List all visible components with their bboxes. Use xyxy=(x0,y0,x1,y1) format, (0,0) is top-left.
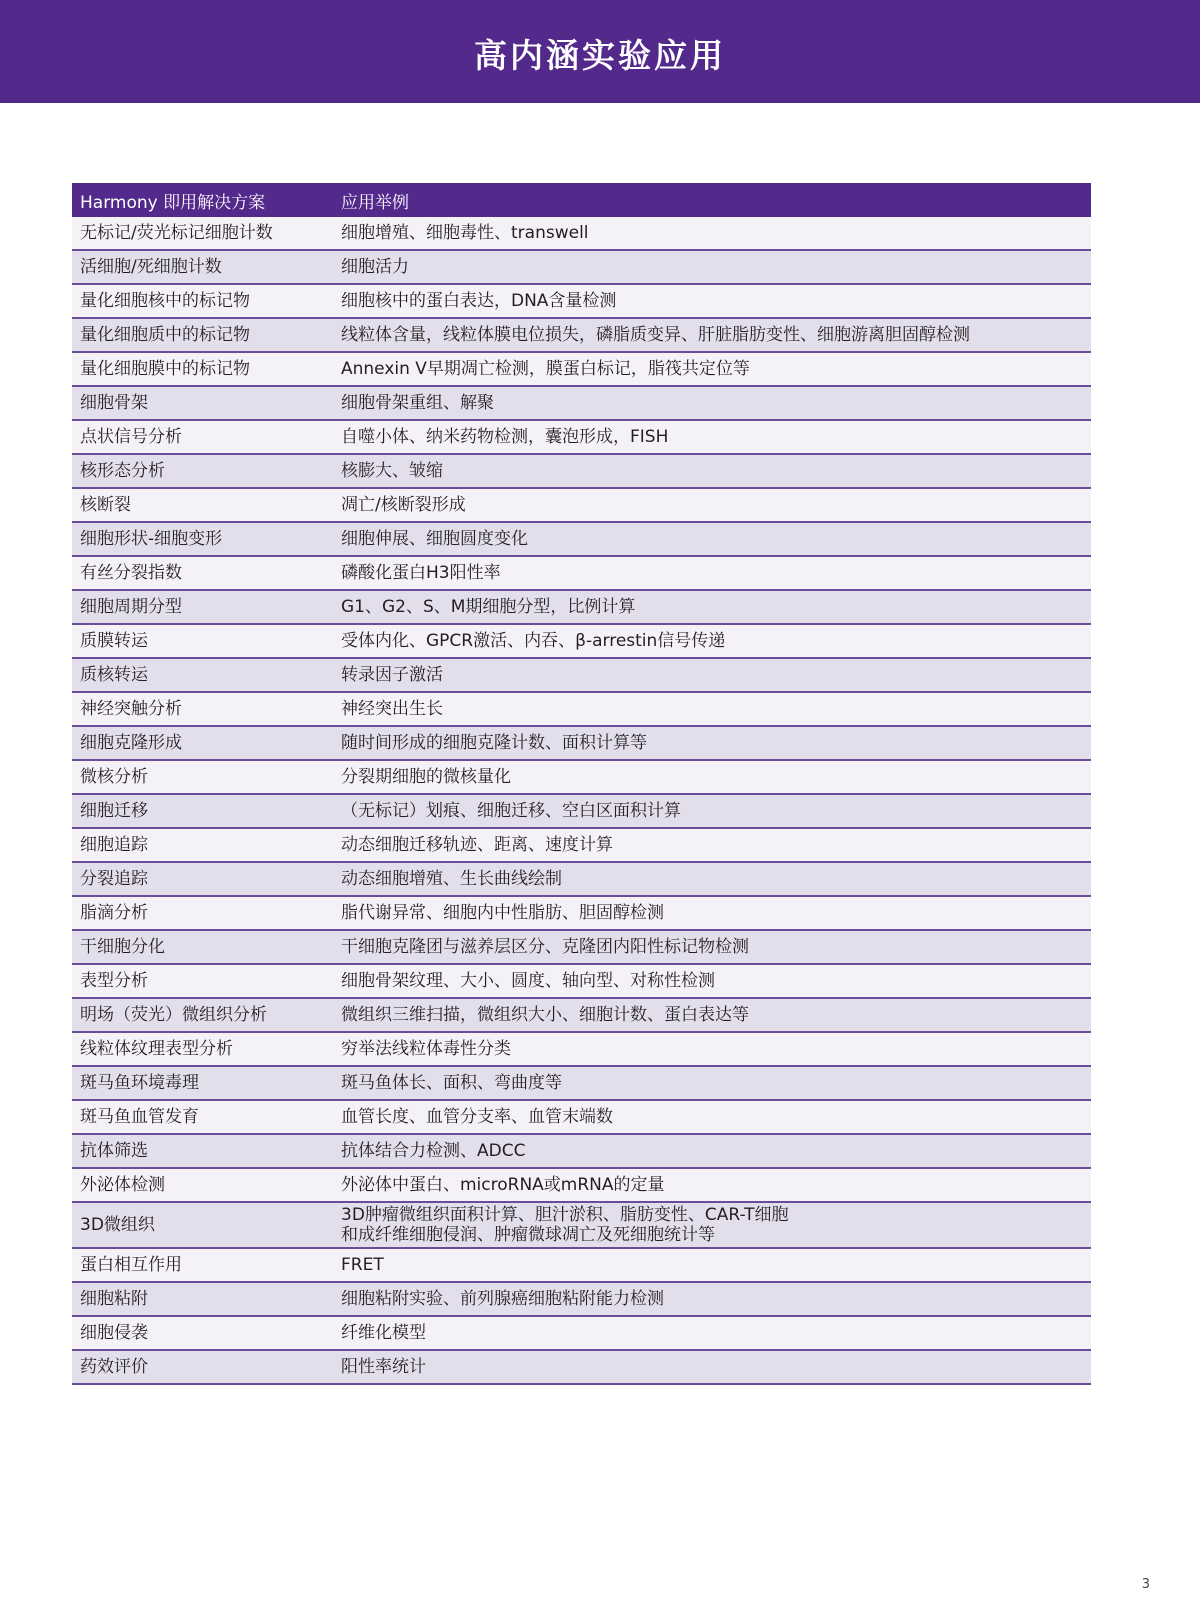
table-row xyxy=(72,217,1091,250)
example-cell xyxy=(333,1350,1091,1384)
solution-cell: 细胞克隆形成 xyxy=(72,726,333,760)
example-line: 斑马鱼体长、面积、弯曲度等 xyxy=(341,1073,562,1093)
example-cell xyxy=(333,352,1091,386)
solution-cell: 细胞迁移 xyxy=(72,794,333,828)
example-line: 动态细胞迁移轨迹、距离、速度计算 xyxy=(341,835,613,855)
table-row xyxy=(72,1032,1091,1066)
solution-cell: 细胞骨架 xyxy=(72,386,333,420)
solution-cell: 明场（荧光）微组织分析 xyxy=(72,998,333,1032)
solution-cell: 细胞追踪 xyxy=(72,828,333,862)
example-line: G1、G2、S、M期细胞分型，比例计算 xyxy=(341,597,636,617)
example-cell xyxy=(333,998,1091,1032)
example-cell xyxy=(333,1282,1091,1316)
example-line: 细胞粘附实验、前列腺癌细胞粘附能力检测 xyxy=(341,1289,664,1309)
header-banner xyxy=(0,0,1200,103)
table-header-row xyxy=(72,183,1091,217)
table-row xyxy=(72,658,1091,692)
example-cell xyxy=(333,1066,1091,1100)
solution-cell: 质膜转运 xyxy=(72,624,333,658)
solution-cell: 活细胞/死细胞计数 xyxy=(72,250,333,284)
example-cell xyxy=(333,1248,1091,1282)
example-cell xyxy=(333,692,1091,726)
example-line: 和成纤维细胞侵润、肿瘤微球凋亡及死细胞统计等 xyxy=(341,1225,715,1245)
table-row xyxy=(72,930,1091,964)
example-line: 3D肿瘤微组织面积计算、胆汁淤积、脂肪变性、CAR-T细胞 xyxy=(341,1205,789,1225)
example-cell xyxy=(333,488,1091,522)
table-row xyxy=(72,1202,1091,1248)
solution-cell: 表型分析 xyxy=(72,964,333,998)
example-cell xyxy=(333,590,1091,624)
solution-cell: 分裂追踪 xyxy=(72,862,333,896)
example-line: 阳性率统计 xyxy=(341,1357,426,1377)
solution-cell: 神经突触分析 xyxy=(72,692,333,726)
example-cell xyxy=(333,217,1091,250)
example-cell xyxy=(333,1032,1091,1066)
solution-cell: 外泌体检测 xyxy=(72,1168,333,1202)
example-line: 细胞骨架重组、解聚 xyxy=(341,393,494,413)
example-cell xyxy=(333,624,1091,658)
example-cell xyxy=(333,1100,1091,1134)
example-cell xyxy=(333,930,1091,964)
applications-table xyxy=(72,183,1091,1385)
example-line: 受体内化、GPCR激活、内吞、β-arrestin信号传递 xyxy=(341,631,726,651)
example-cell xyxy=(333,794,1091,828)
table-row xyxy=(72,828,1091,862)
example-line: 核膨大、皱缩 xyxy=(341,461,443,481)
solution-cell: 核断裂 xyxy=(72,488,333,522)
example-line: 纤维化模型 xyxy=(341,1323,426,1343)
table-row xyxy=(72,726,1091,760)
solution-cell: 量化细胞膜中的标记物 xyxy=(72,352,333,386)
example-line: 血管长度、血管分支率、血管末端数 xyxy=(341,1107,613,1127)
table-row xyxy=(72,386,1091,420)
table-row xyxy=(72,454,1091,488)
example-line: 外泌体中蛋白、microRNA或mRNA的定量 xyxy=(341,1175,665,1195)
example-line: 细胞活力 xyxy=(341,257,409,277)
example-cell xyxy=(333,284,1091,318)
example-line: 凋亡/核断裂形成 xyxy=(341,495,466,515)
example-cell xyxy=(333,250,1091,284)
solution-cell: 无标记/荧光标记细胞计数 xyxy=(72,217,333,250)
table-row xyxy=(72,624,1091,658)
table-row xyxy=(72,1350,1091,1384)
table-row xyxy=(72,1100,1091,1134)
table-body xyxy=(72,217,1091,1384)
table-row xyxy=(72,420,1091,454)
solution-cell: 点状信号分析 xyxy=(72,420,333,454)
table-row xyxy=(72,1066,1091,1100)
example-line: 动态细胞增殖、生长曲线绘制 xyxy=(341,869,562,889)
solution-cell: 细胞形状-细胞变形 xyxy=(72,522,333,556)
table-row xyxy=(72,862,1091,896)
solution-cell: 药效评价 xyxy=(72,1350,333,1384)
table-row xyxy=(72,1316,1091,1350)
page-title: 高内涵实验应用 xyxy=(474,36,726,75)
example-line: 抗体结合力检测、ADCC xyxy=(341,1141,526,1161)
example-cell xyxy=(333,556,1091,590)
applications-table-container xyxy=(72,183,1091,1385)
solution-cell: 量化细胞核中的标记物 xyxy=(72,284,333,318)
header-solution: Harmony 即用解决方案 xyxy=(72,183,333,217)
example-line: FRET xyxy=(341,1255,384,1275)
example-line: 微组织三维扫描，微组织大小、细胞计数、蛋白表达等 xyxy=(341,1005,749,1025)
example-line: 穷举法线粒体毒性分类 xyxy=(341,1039,511,1059)
table-row xyxy=(72,284,1091,318)
table-row xyxy=(72,556,1091,590)
example-line: 磷酸化蛋白H3阳性率 xyxy=(341,563,501,583)
example-line: 自噬小体、纳米药物检测，囊泡形成，FISH xyxy=(341,427,669,447)
solution-cell: 斑马鱼血管发育 xyxy=(72,1100,333,1134)
example-line: 随时间形成的细胞克隆计数、面积计算等 xyxy=(341,733,647,753)
example-cell xyxy=(333,760,1091,794)
table-row xyxy=(72,1282,1091,1316)
solution-cell: 抗体筛选 xyxy=(72,1134,333,1168)
table-row xyxy=(72,760,1091,794)
solution-cell: 蛋白相互作用 xyxy=(72,1248,333,1282)
example-line: 细胞骨架纹理、大小、圆度、轴向型、对称性检测 xyxy=(341,971,715,991)
example-line: 线粒体含量，线粒体膜电位损失，磷脂质变异、肝脏脂肪变性、细胞游离胆固醇检测 xyxy=(341,325,970,345)
example-line: 细胞增殖、细胞毒性、transwell xyxy=(341,223,589,243)
table-row xyxy=(72,896,1091,930)
solution-cell: 有丝分裂指数 xyxy=(72,556,333,590)
table-row xyxy=(72,590,1091,624)
solution-cell: 干细胞分化 xyxy=(72,930,333,964)
example-cell xyxy=(333,828,1091,862)
example-cell xyxy=(333,964,1091,998)
table-row xyxy=(72,1168,1091,1202)
example-cell xyxy=(333,862,1091,896)
table-row xyxy=(72,522,1091,556)
solution-cell: 量化细胞质中的标记物 xyxy=(72,318,333,352)
example-line: 脂代谢异常、细胞内中性脂肪、胆固醇检测 xyxy=(341,903,664,923)
table-row xyxy=(72,250,1091,284)
example-line: 细胞伸展、细胞圆度变化 xyxy=(341,529,528,549)
table-row xyxy=(72,692,1091,726)
example-cell xyxy=(333,1316,1091,1350)
example-cell xyxy=(333,454,1091,488)
table-row xyxy=(72,1134,1091,1168)
solution-cell: 脂滴分析 xyxy=(72,896,333,930)
example-line: 分裂期细胞的微核量化 xyxy=(341,767,511,787)
table-row xyxy=(72,352,1091,386)
example-line: （无标记）划痕、细胞迁移、空白区面积计算 xyxy=(341,801,681,821)
table-row xyxy=(72,794,1091,828)
example-cell xyxy=(333,896,1091,930)
table-row xyxy=(72,964,1091,998)
example-cell xyxy=(333,1202,1091,1248)
example-line: 神经突出生长 xyxy=(341,699,443,719)
solution-cell: 3D微组织 xyxy=(72,1202,333,1248)
example-cell xyxy=(333,726,1091,760)
page-number: 3 xyxy=(1141,1577,1150,1592)
table-row xyxy=(72,1248,1091,1282)
solution-cell: 细胞周期分型 xyxy=(72,590,333,624)
solution-cell: 线粒体纹理表型分析 xyxy=(72,1032,333,1066)
example-cell xyxy=(333,318,1091,352)
header-example: 应用举例 xyxy=(333,183,1091,217)
table-row xyxy=(72,318,1091,352)
example-line: 转录因子激活 xyxy=(341,665,443,685)
example-cell xyxy=(333,420,1091,454)
table-row xyxy=(72,998,1091,1032)
solution-cell: 细胞侵袭 xyxy=(72,1316,333,1350)
example-cell xyxy=(333,386,1091,420)
example-cell xyxy=(333,1168,1091,1202)
solution-cell: 微核分析 xyxy=(72,760,333,794)
example-cell xyxy=(333,658,1091,692)
example-line: 细胞核中的蛋白表达，DNA含量检测 xyxy=(341,291,617,311)
example-line: Annexin V早期凋亡检测，膜蛋白标记，脂筏共定位等 xyxy=(341,359,750,379)
example-line: 干细胞克隆团与滋养层区分、克隆团内阳性标记物检测 xyxy=(341,937,749,957)
table-row xyxy=(72,488,1091,522)
example-cell xyxy=(333,1134,1091,1168)
solution-cell: 质核转运 xyxy=(72,658,333,692)
example-cell xyxy=(333,522,1091,556)
solution-cell: 斑马鱼环境毒理 xyxy=(72,1066,333,1100)
solution-cell: 细胞粘附 xyxy=(72,1282,333,1316)
solution-cell: 核形态分析 xyxy=(72,454,333,488)
